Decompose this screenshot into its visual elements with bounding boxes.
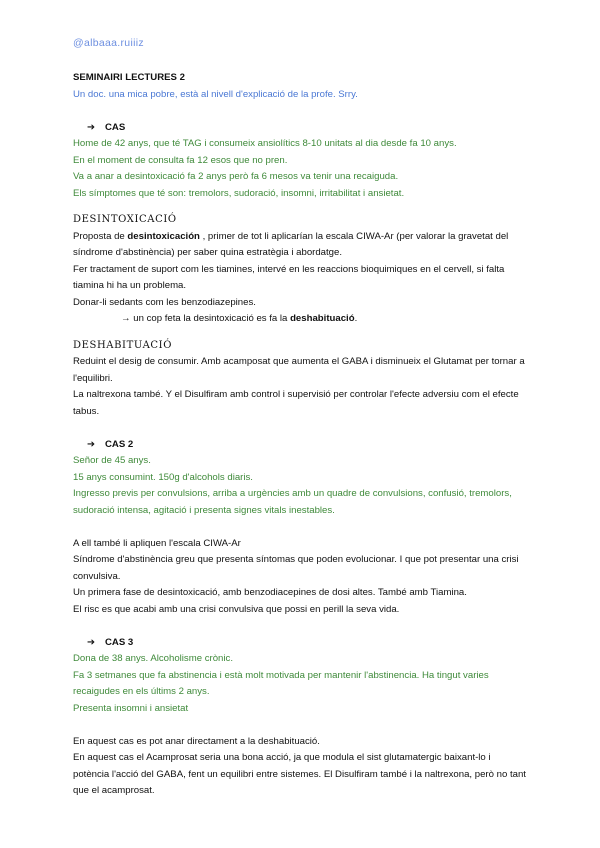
case-3-line: Presenta insomni i ansietat: [73, 702, 189, 714]
paragraph: Un primera fase de desintoxicació, amb benzodiacepines de dosi altes. També amb Tiamina.: [73, 587, 467, 598]
paragraph-text: , primer de tot li aplicarían la escala CIWA-Ar (per valorar la gravetat del síndrome d'abstinència) per saber quina estratègia i abordatge.: [73, 230, 509, 258]
paragraph-text: Proposta de: [73, 230, 128, 242]
paragraph: La naltrexona també. Y el Disulfiram amb control i supervisió per controlar l'efecte adversiu com el efecte tabus.: [73, 389, 519, 417]
arrow-icon: ➔: [87, 438, 96, 450]
arrow-icon: ➔: [87, 636, 96, 648]
paragraph: Fer tractament de suport com les tiamines, intervé en les reaccions bioquimiques en el cervell, si falta tiamina hi ha un problema.: [73, 263, 505, 291]
case-3-line: Dona de 38 anys. Alcoholisme crònic.: [73, 653, 233, 664]
case-2-heading-label: CAS 2: [105, 438, 134, 450]
case-2-line: Señor de 45 anys.: [73, 455, 151, 466]
paragraph: Reduint el desig de consumir. Amb acamposat que aumenta el GABA i disminueix el Glutamat per tornar a l'equilibri.: [73, 356, 525, 384]
paragraph-text: → un cop feta la desintoxicació es fa la: [121, 313, 291, 324]
paragraph-text: .: [354, 313, 358, 324]
case-3-heading: [73, 635, 528, 652]
case-1-line: Els símptomes que té son: tremolors, sudoració, insomni, irritabilitat i ansietat.: [73, 187, 405, 199]
paragraph: [73, 229, 528, 262]
document-title: SEMINAIRI LECTURES 2: [73, 72, 185, 83]
paragraph: Donar-li sedants com les benzodiazepines.: [73, 296, 256, 308]
case-3-line: Fa 3 setmanes que fa abstinencia i està molt motivada per mantenir l'abstinencia. Ha tingut varies recaigudes en els últims 2 anys.: [73, 669, 489, 697]
document-body: [73, 70, 528, 800]
case-1-line: Home de 42 anys, que té TAG i consumeix ansiolítics 8-10 unitats al dia desde fa 10 anys.: [73, 138, 457, 149]
case-2-line: Ingresso previs per convulsions, arriba a urgències amb un quadre de convulsions, confusió, tremolors, sudoració intensa, agitació i presenta signes vitals inestables.: [73, 488, 512, 516]
paragraph: En aquest cas el Acamprosat seria una bona acció, ja que modula el sist glutamatergic baixant-lo i potència l'acció del GABA, fent un equilibri entre sistemes. El Disulfiram també i la naltrexona, però no tant que el acamprosat.: [73, 752, 526, 796]
case-1-heading-label: CAS: [105, 121, 126, 133]
case-3-heading-label: CAS 3: [105, 636, 134, 648]
case-1-heading: [73, 120, 528, 137]
document-subtitle: Un doc. una mica pobre, està al nivell d'explicació de la profe. Srry.: [73, 88, 358, 100]
section-title-desintoxicacio: DESINTOXICACIÓ: [73, 214, 177, 225]
case-1-line: En el moment de consulta fa 12 esos que no pren.: [73, 154, 288, 166]
paragraph: A ell també li apliquen l'escala CIWA-Ar: [73, 537, 241, 549]
paragraph-bold-text: desintoxicación: [127, 230, 200, 242]
arrow-icon: ➔: [87, 121, 96, 133]
paragraph: [73, 311, 528, 328]
paragraph: En aquest cas es pot anar directament a la deshabituació.: [73, 735, 320, 747]
case-2-heading: [73, 437, 528, 454]
author-handle: @albaaa.ruiiiz: [73, 37, 144, 49]
paragraph-bold-text: deshabituació: [290, 313, 355, 324]
section-title-deshabituacio: DESHABITUACIÓ: [73, 339, 173, 351]
paragraph: El risc es que acabi amb una crisi convulsiva que possi en perill la seva vida.: [73, 603, 400, 615]
case-2-line: 15 anys consumint. 150g d'alcohols diaris.: [73, 471, 253, 483]
case-1-line: Va a anar a desintoxicació fa 2 anys però fa 6 mesos va tenir una recaiguda.: [73, 171, 399, 182]
paragraph: Síndrome d'abstinència greu que presenta síntomas que poden evolucionar. I que pot presentar una crisi convulsiva.: [73, 554, 519, 582]
